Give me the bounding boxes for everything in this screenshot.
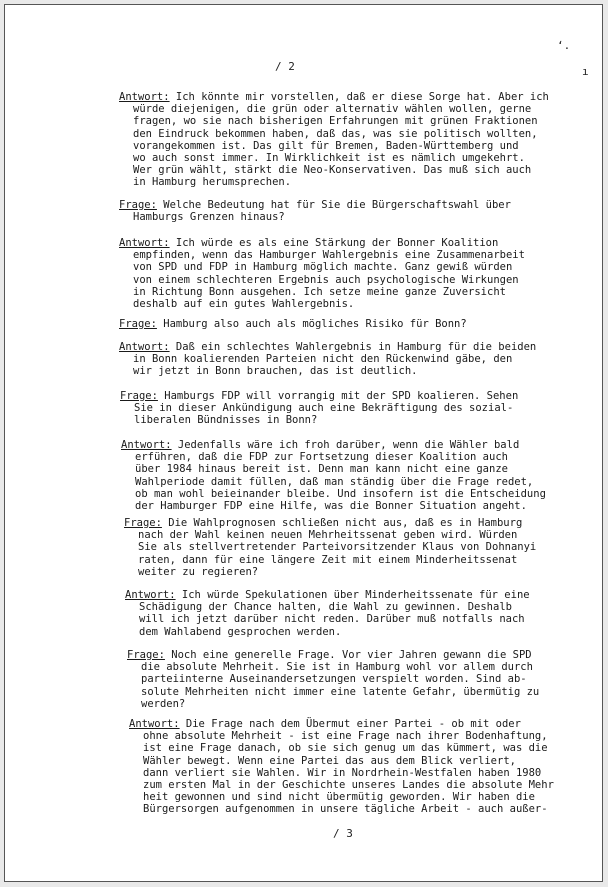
text-line <box>124 541 594 553</box>
qa-block <box>119 318 589 330</box>
speaker-label: Antwort: <box>119 91 170 103</box>
line-text: ist eine Frage danach, ob sie sich genug um das kümmert, was die <box>143 742 548 755</box>
qa-block <box>127 649 597 710</box>
line-text: erführen, daß die FDP zur Fortsetzung dieser Koalition auch <box>135 451 508 464</box>
text-line <box>125 613 595 625</box>
line-text: den Eindruck bekommen haben, daß das, was sie politisch wollten, <box>133 127 538 140</box>
line-text: deshalb auf ein gutes Wahlergebnis. <box>133 298 355 311</box>
qa-block <box>119 237 589 310</box>
speaker-label: Frage: <box>119 318 157 330</box>
line-text: Welche Bedeutung hat für Sie die Bürgerschaftswahl über <box>163 199 511 211</box>
line-text: Sie als stellvertretender Parteivorsitzender Klaus von Dohnanyi <box>138 541 537 554</box>
text-line <box>125 589 595 601</box>
speaker-label: Antwort: <box>121 439 172 451</box>
text-line <box>127 698 597 710</box>
text-line <box>120 390 590 402</box>
line-text: Sie in dieser Ankündigung auch eine Bekräftigung des sozial- <box>134 402 514 415</box>
line-text: Ich könnte mir vorstellen, daß er diese Sorge hat. Aber ich <box>175 91 549 103</box>
qa-block <box>119 91 589 189</box>
text-line <box>121 476 591 488</box>
line-text: wo auch sonst immer. In Wirklichkeit ist es nämlich umgekehrt. <box>133 152 525 165</box>
line-text: Hamburg also auch als mögliches Risiko für Bonn? <box>163 318 467 330</box>
qa-block <box>119 199 589 223</box>
line-text: in Bonn koalierenden Parteien nicht den Rückenwind gäbe, den <box>133 353 513 366</box>
line-text: Wahlperiode damit füllen, daß man ständig über die Frage redet, <box>135 475 534 488</box>
text-line <box>119 261 589 273</box>
text-line <box>129 730 599 742</box>
line-text: werden? <box>141 697 186 710</box>
speaker-label: Antwort: <box>119 341 170 353</box>
line-text: Bürgersorgen aufgenommen in unsere tägliche Arbeit - auch außer- <box>143 803 548 816</box>
text-line <box>124 554 594 566</box>
line-text: ob man wohl beieinander bleibe. Und insofern ist die Entscheidung <box>135 487 546 500</box>
page-number-bottom: / 3 <box>333 827 353 840</box>
text-line <box>129 803 599 815</box>
line-text: Die Frage nach dem Übermut einer Partei - ob mit oder <box>185 718 521 730</box>
line-text: ohne absolute Mehrheit - ist eine Frage nach ihrer Bodenhaftung, <box>143 730 548 743</box>
text-line <box>119 341 589 353</box>
line-text: von SPD und FDP in Hamburg möglich machte. Ganz gewiß würden <box>133 261 513 274</box>
speaker-label: Frage: <box>124 517 162 529</box>
text-line <box>121 439 591 451</box>
line-text: heit gewonnen und sind nicht übermütig geworden. Wir haben die <box>143 791 535 804</box>
line-text: Schädigung der Chance halten, die Wahl zu gewinnen. Deshalb <box>139 601 512 614</box>
text-line <box>119 286 589 298</box>
line-text: nach der Wahl keinen neuen Mehrheitssenat geben wird. Würden <box>138 529 518 542</box>
document-page <box>4 4 603 882</box>
text-line <box>129 767 599 779</box>
line-text: Ich würde Spekulationen über Minderheitssenate für eine <box>181 589 530 601</box>
qa-block <box>129 718 599 816</box>
line-text: Wer grün wählt, stärkt die Neo-Konservativen. Das muß sich auch <box>133 164 532 177</box>
qa-block <box>125 589 595 638</box>
text-line <box>119 140 589 152</box>
line-text: fragen, wo sie nach bisherigen Erfahrungen mit grünen Fraktionen <box>133 115 538 128</box>
text-line <box>119 152 589 164</box>
text-line <box>119 103 589 115</box>
text-line <box>120 402 590 414</box>
text-line <box>127 649 597 661</box>
text-line <box>119 128 589 140</box>
line-text: Ich würde es als eine Stärkung der Bonner Koalition <box>175 237 499 249</box>
line-text: Noch eine generelle Frage. Vor vier Jahren gewann die SPD <box>171 649 532 661</box>
speaker-label: Frage: <box>119 199 157 211</box>
text-line <box>127 661 597 673</box>
text-line <box>121 488 591 500</box>
corner-mark: ʻ. <box>557 39 571 52</box>
line-text: solute Mehrheiten nicht immer eine latente Gefahr, übermütig zu <box>141 685 540 698</box>
text-line <box>119 91 589 103</box>
text-line <box>124 529 594 541</box>
line-text: würde diejenigen, die grün oder alternativ wählen wollen, gerne <box>133 103 532 116</box>
text-line <box>127 686 597 698</box>
text-line <box>119 176 589 188</box>
text-line <box>121 451 591 463</box>
line-text: Daß ein schlechtes Wahlergebnis in Hamburg für die beiden <box>175 341 537 353</box>
line-text: raten, dann für eine längere Zeit mit einem Minderheitssenat <box>138 553 518 566</box>
line-text: weiter zu regieren? <box>138 565 259 578</box>
text-line <box>129 755 599 767</box>
text-line <box>119 164 589 176</box>
text-line <box>129 742 599 754</box>
text-line <box>121 463 591 475</box>
line-text: dem Wahlabend gesprochen werden. <box>139 625 342 638</box>
text-line <box>119 199 589 211</box>
line-text: von einem schlechteren Ergebnis auch psychologische Wirkungen <box>133 273 519 286</box>
corner-mark: ı <box>582 65 589 78</box>
speaker-label: Frage: <box>127 649 165 661</box>
text-line <box>119 237 589 249</box>
qa-block <box>121 439 591 512</box>
text-line <box>119 115 589 127</box>
speaker-label: Antwort: <box>119 237 170 249</box>
speaker-label: Frage: <box>120 390 158 402</box>
text-line <box>129 718 599 730</box>
text-line <box>119 249 589 261</box>
text-line <box>119 274 589 286</box>
page-number-top: / 2 <box>275 60 295 73</box>
line-text: der Hamburger FDP eine Hilfe, was die Bonner Situation angeht. <box>135 500 527 513</box>
speaker-label: Antwort: <box>125 589 176 601</box>
text-line <box>125 601 595 613</box>
line-text: Hamburgs Grenzen hinaus? <box>133 211 285 224</box>
line-text: vorangekommen ist. Das gilt für Bremen, Baden-Württemberg und <box>133 139 519 152</box>
text-line <box>121 500 591 512</box>
line-text: in Richtung Bonn ausgehen. Ich setze meine ganze Zuversicht <box>133 285 506 298</box>
line-text: zum ersten Mal in der Geschichte unseres Landes die absolute Mehr <box>143 779 554 792</box>
text-line <box>127 673 597 685</box>
qa-block <box>119 341 589 378</box>
text-line <box>125 626 595 638</box>
line-text: Jedenfalls wäre ich froh darüber, wenn die Wähler bald <box>177 439 520 451</box>
line-text: die absolute Mehrheit. Sie ist in Hamburg wohl vor allem durch <box>141 661 533 674</box>
line-text: Wähler bewegt. Wenn eine Partei das aus dem Blick verliert, <box>143 754 516 767</box>
line-text: wir jetzt in Bonn brauchen, das ist deutlich. <box>133 365 418 378</box>
text-line <box>119 365 589 377</box>
text-line <box>124 566 594 578</box>
line-text: empfinden, wenn das Hamburger Wahlergebnis eine Zusammenarbeit <box>133 249 525 262</box>
line-text: parteiinterne Auseinandersetzungen verspielt worden. Sind ab- <box>141 673 527 686</box>
line-text: liberalen Bündnisses in Bonn? <box>134 414 318 427</box>
text-line <box>120 414 590 426</box>
text-line <box>129 779 599 791</box>
text-line <box>119 353 589 365</box>
qa-block <box>124 517 594 578</box>
speaker-label: Antwort: <box>129 718 180 730</box>
line-text: Die Wahlprognosen schließen nicht aus, daß es in Hamburg <box>168 517 523 529</box>
line-text: in Hamburg herumsprechen. <box>133 176 292 189</box>
text-line <box>119 318 589 330</box>
qa-block <box>120 390 590 427</box>
line-text: dann verliert sie Wahlen. Wir in Nordrhein-Westfalen haben 1980 <box>143 766 542 779</box>
line-text: Hamburgs FDP will vorrangig mit der SPD koalieren. Sehen <box>164 390 519 402</box>
text-line <box>119 298 589 310</box>
text-line <box>124 517 594 529</box>
line-text: will ich jetzt darüber nicht reden. Darüber muß notfalls nach <box>139 613 525 626</box>
line-text: über 1984 hinaus bereit ist. Denn man kann nicht eine ganze <box>135 463 508 476</box>
text-line <box>129 791 599 803</box>
text-line <box>119 211 589 223</box>
